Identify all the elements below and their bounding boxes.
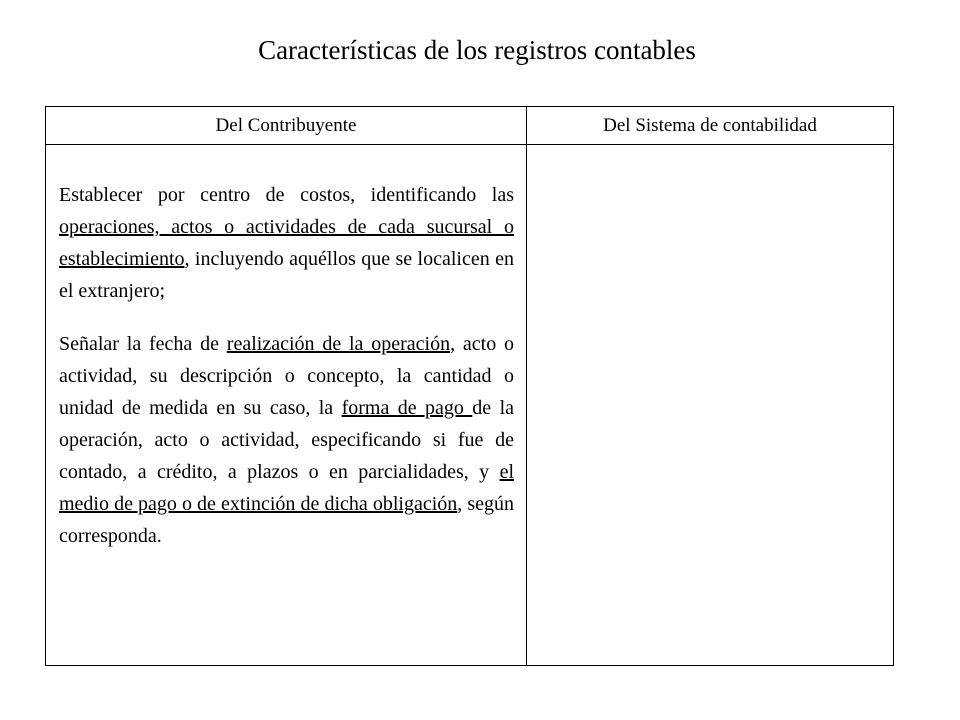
paragraph-fecha-operacion <box>59 328 514 552</box>
underlined-text: realización de la operación <box>226 333 451 355</box>
paragraph-centro-de-costos <box>59 179 514 307</box>
underlined-text: forma de pago <box>341 397 473 419</box>
page-title: Características de los registros contables <box>258 35 696 65</box>
text-span: Establecer por centro de costos, identificando las <box>59 184 514 206</box>
underlined-text: operaciones, actos o actividades de cada sucursal o establecimiento <box>59 216 514 270</box>
table-row <box>46 145 894 666</box>
text-span: de la operación, acto o actividad, especificando si fue de contado, a crédito, a plazos o en parcialidades, y <box>59 397 515 483</box>
header-sistema-contabilidad: Del Sistema de contabilidad <box>527 107 894 145</box>
cell-sistema-contabilidad <box>527 145 894 666</box>
cell-contribuyente <box>46 145 527 666</box>
text-span: , incluyendo aquéllos que se localicen en el extranjero; <box>59 248 514 302</box>
table-header-row <box>46 107 894 145</box>
text-span: Señalar la fecha de <box>59 333 227 355</box>
text-span: , según corresponda. <box>59 493 515 547</box>
underlined-text: el medio de pago o de extinción de dicha obligación <box>59 461 514 515</box>
text-span: , acto o actividad, su descripción o concepto, la cantidad o unidad de medida en su caso, la <box>59 333 515 419</box>
characteristics-table <box>45 106 894 666</box>
header-contribuyente: Del Contribuyente <box>46 107 527 145</box>
